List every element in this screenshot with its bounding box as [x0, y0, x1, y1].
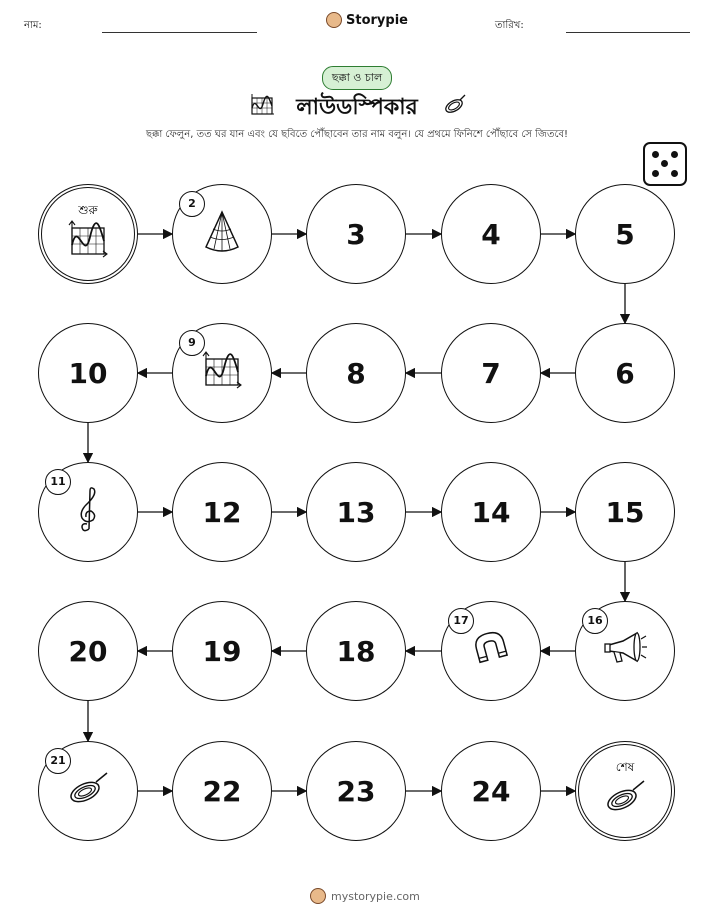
start-cell[interactable] [38, 184, 138, 284]
graph-icon [66, 219, 110, 265]
board-cell[interactable] [306, 741, 406, 841]
bear-icon [310, 888, 326, 904]
cell-number: 22 [202, 774, 242, 808]
finish-label: শেষ [615, 760, 635, 774]
board-cell[interactable] [306, 462, 406, 562]
cell-number: 24 [471, 774, 511, 808]
board-cell[interactable] [172, 601, 272, 701]
cell-number: 23 [336, 774, 376, 808]
board-cell[interactable] [38, 462, 138, 562]
instructions: ছক্কা ফেলুন, তত ঘর যান এবং যে ছবিতে পৌঁছাবেন তার নাম বলুন। যে প্রথমে ফিনিশে পৌঁছাবে সে জিতবে! [145, 129, 569, 140]
megaphone-icon [601, 629, 649, 673]
date-label: তারিখ: [495, 20, 524, 31]
game-badge: ছক্কা ও চাল [322, 66, 392, 90]
board-cell[interactable] [575, 462, 675, 562]
cell-number-badge: 9 [179, 330, 205, 356]
board-cell[interactable] [441, 184, 541, 284]
cell-number: 4 [481, 217, 501, 251]
cell-number-badge: 2 [179, 191, 205, 217]
board-cell[interactable] [441, 323, 541, 423]
board-cell[interactable] [172, 462, 272, 562]
cell-number-badge: 17 [448, 608, 474, 634]
cell-number: 5 [615, 217, 635, 251]
cell-number: 20 [68, 634, 108, 668]
cell-number: 6 [615, 356, 635, 390]
cell-number: 18 [336, 634, 376, 668]
graph-icon [200, 350, 244, 396]
board-cell[interactable] [306, 184, 406, 284]
coil-icon [602, 778, 648, 820]
name-label: নাম: [24, 20, 42, 31]
magnet-icon [469, 629, 513, 673]
board-cell[interactable] [306, 323, 406, 423]
board-cell[interactable] [38, 323, 138, 423]
treble-clef-icon [73, 485, 103, 539]
finish-cell[interactable] [575, 741, 675, 841]
cell-number-badge: 11 [45, 469, 71, 495]
cell-number: 13 [336, 495, 376, 529]
cone-icon [200, 209, 244, 259]
board-cell[interactable] [441, 601, 541, 701]
board-cell[interactable] [306, 601, 406, 701]
board-cell[interactable] [38, 601, 138, 701]
start-label: শুরু [78, 203, 98, 217]
board-cell[interactable] [441, 741, 541, 841]
board-cell[interactable] [575, 323, 675, 423]
coil-icon [65, 770, 111, 812]
board-cell[interactable] [172, 323, 272, 423]
cell-number: 10 [68, 356, 108, 390]
footer [310, 888, 420, 904]
footer-url[interactable]: mystorypie.com [331, 889, 420, 903]
brand-name: Storypie [346, 12, 408, 28]
cell-number: 3 [346, 217, 366, 251]
cell-number: 19 [202, 634, 242, 668]
cell-number: 7 [481, 356, 501, 390]
cell-number: 14 [471, 495, 511, 529]
board-cell[interactable] [575, 601, 675, 701]
cell-number: 12 [202, 495, 242, 529]
cell-number: 8 [346, 356, 366, 390]
page-title: লাউডস্পিকার [296, 95, 418, 120]
board-cell[interactable] [575, 184, 675, 284]
board-cell[interactable] [38, 741, 138, 841]
board-cell[interactable] [441, 462, 541, 562]
cell-number: 15 [605, 495, 645, 529]
board-cell[interactable] [172, 741, 272, 841]
cell-number-badge: 16 [582, 608, 608, 634]
board-cell[interactable] [172, 184, 272, 284]
cell-number-badge: 21 [45, 748, 71, 774]
